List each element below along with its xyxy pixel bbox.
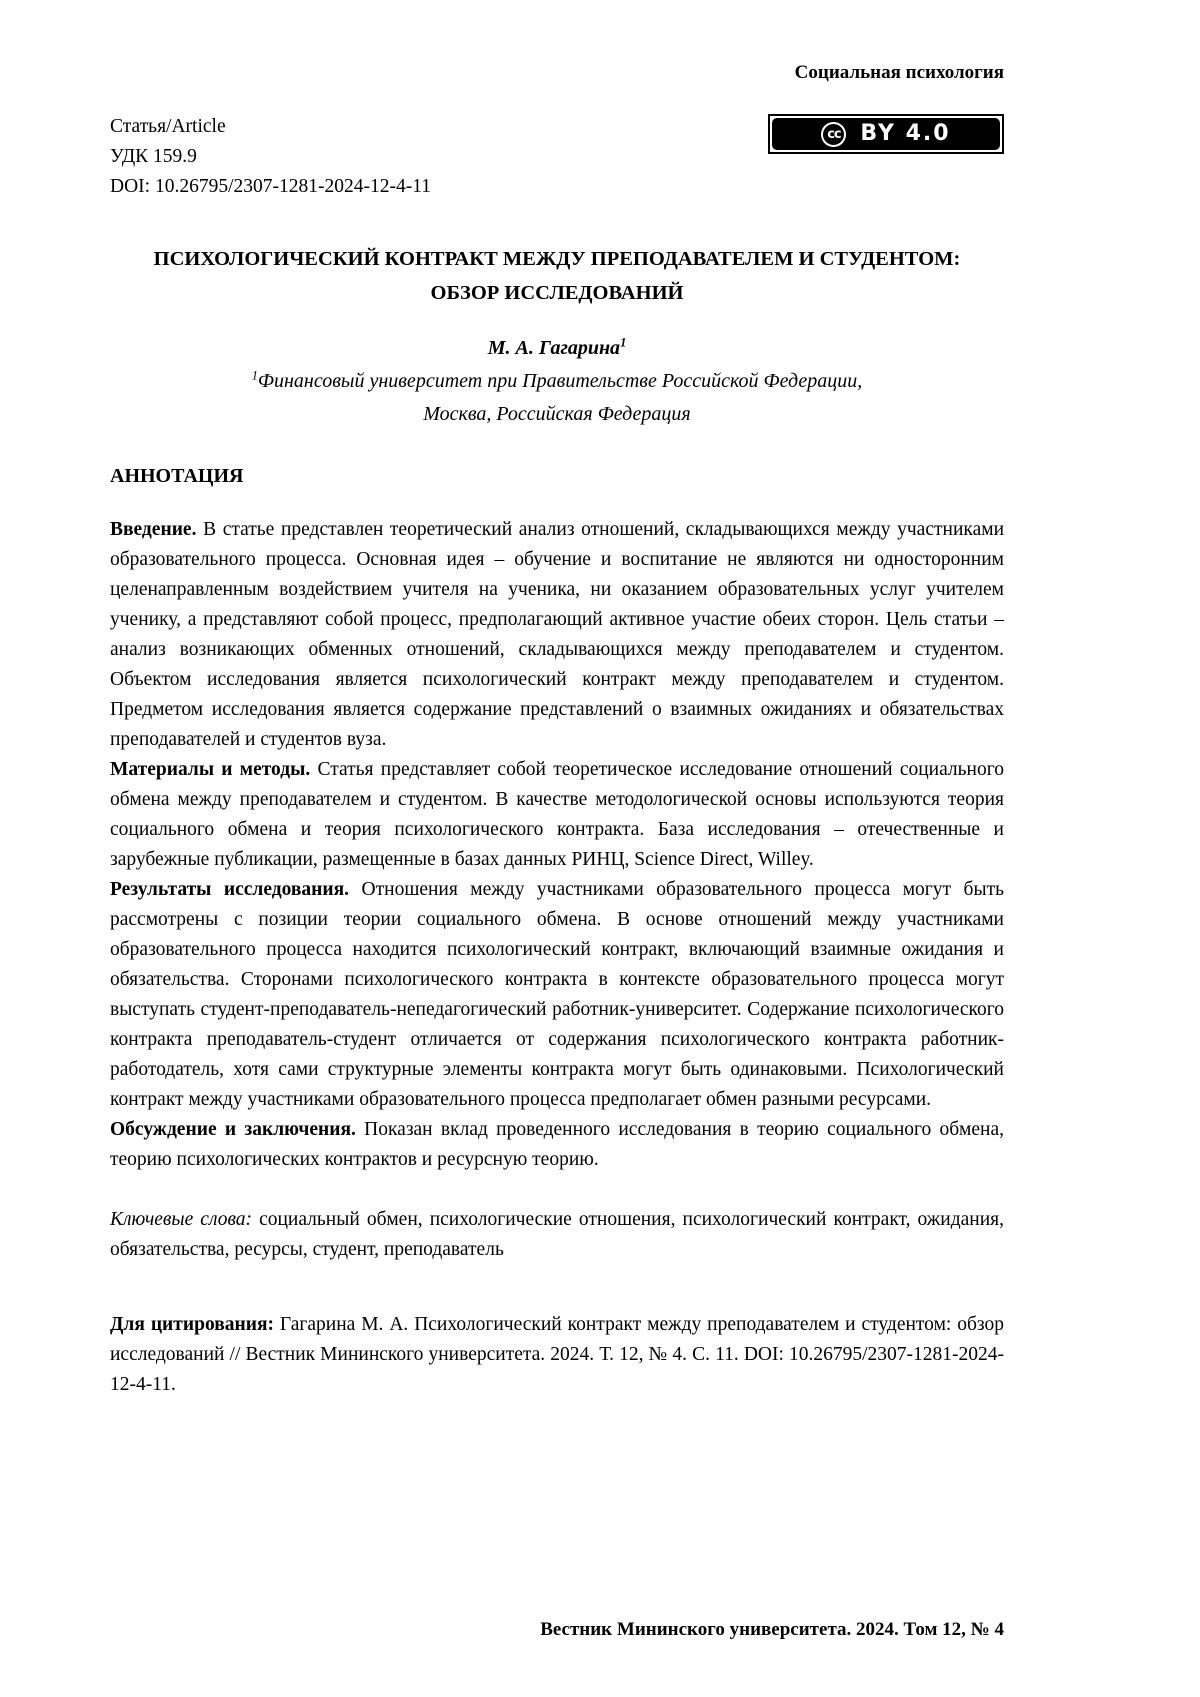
article-title — [110, 242, 1004, 310]
creative-commons-icon — [821, 122, 846, 147]
paragraph-lead: Результаты исследования. — [110, 879, 350, 900]
paragraph-lead: Обсуждение и заключения. — [110, 1119, 356, 1140]
article-title-line-2: ОБЗОР ИССЛЕДОВАНИЙ — [430, 282, 684, 304]
affiliation-text-1: Финансовый университет при Правительстве Российской Федерации, — [257, 370, 863, 392]
meta-row — [110, 112, 1004, 202]
paragraph-lead: Введение. — [110, 519, 197, 540]
article-udk: УДК 159.9 — [110, 146, 197, 167]
affiliation-marker: 1 — [251, 368, 258, 383]
abstract-paragraph-results — [110, 875, 1004, 1115]
affiliation — [110, 365, 1004, 431]
page-category: Социальная психология — [794, 62, 1004, 83]
article-title-line-1: ПСИХОЛОГИЧЕСКИЙ КОНТРАКТ МЕЖДУ ПРЕПОДАВАТЕЛЕМ И СТУДЕНТОМ: — [153, 248, 961, 270]
license-label: BY 4.0 — [860, 121, 951, 146]
paragraph-lead: Материалы и методы. — [110, 759, 311, 780]
author-name: М. А. Гагарина — [487, 337, 621, 359]
cc-symbol: cc — [827, 126, 841, 142]
author-affiliation-marker: 1 — [620, 335, 627, 350]
abstract-paragraph-materials-methods — [110, 755, 1004, 875]
affiliation-line-1 — [110, 365, 1004, 398]
cc-by-license-badge-inner — [772, 118, 1000, 150]
journal-footer: Вестник Мининского университета. 2024. Том 12, № 4 — [540, 1619, 1004, 1640]
paragraph-text: В статье представлен теоретический анализ отношений, складывающихся между участниками образовательного процесса. Основная идея – обучение и воспитание не являются ни односторонним целенаправленным воздействием учителя на ученика, ни оказанием образовательных услуг учителем ученику, а представляют собой процесс, предполагающий активное участие обеих сторон. Цель статьи – анализ возникающих обменных отношений, складывающихся между преподавателем и студентом. Объектом исследования является психологический контракт между преподавателем и студентом. Предметом исследования является содержание представлений о взаимных ожиданиях и обязательствах преподавателей и студентов вуза. — [110, 519, 1004, 750]
keywords-text: социальный обмен, психологические отношения, психологический контракт, ожидания, обязательства, ресурсы, студент, преподаватель — [110, 1209, 1004, 1260]
keywords-paragraph — [110, 1205, 1004, 1265]
citation-paragraph — [110, 1310, 1004, 1400]
keywords-lead: Ключевые слова: — [110, 1209, 253, 1230]
article-type: Статья/Article — [110, 116, 226, 137]
abstract-heading: АННОТАЦИЯ — [110, 465, 244, 487]
cc-by-license-badge — [768, 114, 1004, 154]
paragraph-text: Показан вклад проведенного исследования в теорию социального обмена, теорию психологических контрактов и ресурсную теорию. — [110, 1119, 1004, 1170]
citation-text: Гагарина М. А. Психологический контракт между преподавателем и студентом: обзор исследований // Вестник Мининского университета. 2024. Т. 12, № 4. С. 11. DOI: 10.26795/2307-1281-2024-12-4-11. — [110, 1314, 1004, 1395]
abstract-paragraph-discussion-conclusions — [110, 1115, 1004, 1175]
paragraph-text: Статья представляет собой теоретическое исследование отношений социального обмена между преподавателем и студентом. В качестве методологической основы используются теория социального обмена и теория психологического контракта. База исследования – отечественные и зарубежные публикации, размещенные в базах данных РИНЦ, Science Direct, Willey. — [110, 759, 1004, 870]
affiliation-line-2: Москва, Российская Федерация — [423, 403, 691, 425]
article-doi: DOI: 10.26795/2307-1281-2024-12-4-11 — [110, 176, 431, 197]
author-line — [110, 332, 1004, 365]
paragraph-text: Отношения между участниками образовательного процесса могут быть рассмотрены с позиции теории социального обмена. В основе отношений между участниками образовательного процесса находится психологический контракт, включающий взаимные ожидания и обязательства. Сторонами психологического контракта в контексте образовательного процесса могут выступать студент-преподаватель-непедагогический работник-университет. Содержание психологического контракта преподаватель-студент отличается от содержания психологического контракта работник-работодатель, хотя сами структурные элементы контракта могут быть одинаковыми. Психологический контракт между участниками образовательного процесса предполагает обмен разными ресурсами. — [110, 879, 1004, 1110]
article-meta — [110, 112, 431, 202]
citation-lead: Для цитирования: — [110, 1314, 275, 1335]
abstract-section — [110, 515, 1004, 1175]
abstract-paragraph-introduction — [110, 515, 1004, 755]
